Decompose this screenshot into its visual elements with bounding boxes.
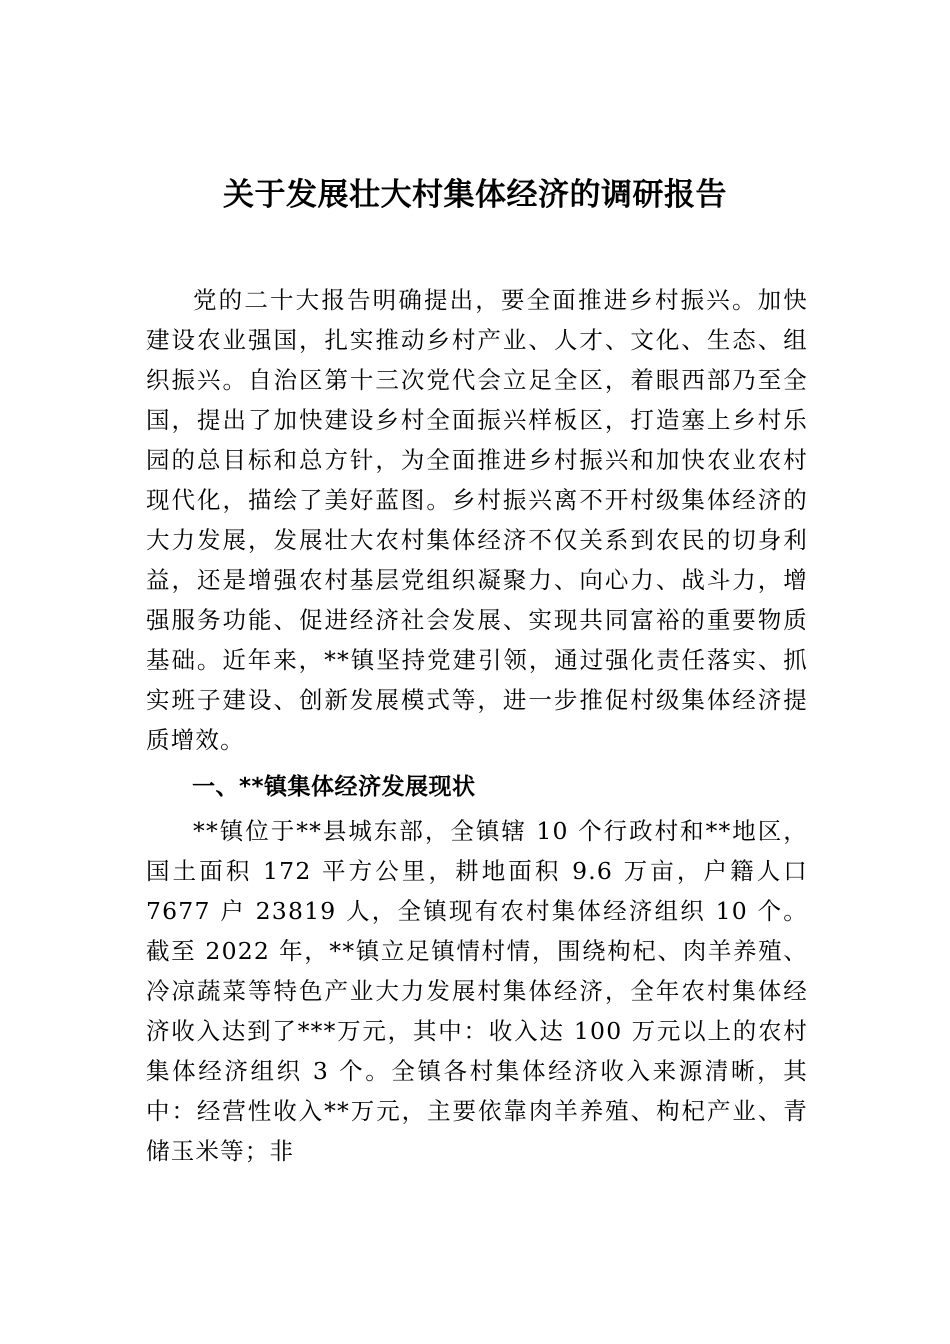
section-heading: 一、**镇集体经济发展现状 <box>192 774 476 800</box>
document-title: 关于发展壮大村集体经济的调研报告 <box>223 177 727 213</box>
section-paragraph: **镇位于**县城东部，全镇辖 10 个行政村和**地区，国土面积 172 平方公里，耕地面积 9.6 万亩，户籍人口 7677 户 23819 人，全镇现有农村集体经济组织 10 个。截至 2022 年，**镇立足镇情村情，围绕枸杞、肉羊养殖、冷凉蔬菜等特色产业大力发展村集体经济，全年农村集体经济收入达到了***万元，其中：收入达 100 万元以上的农村集体经济组织 3 个。全镇各村集体经济收入来源清晰，其中：经营性收入**万元，主要依靠肉羊养殖、枸杞产业、青储玉米等；非 <box>146 817 808 1165</box>
intro-paragraph: 党的二十大报告明确提出，要全面推进乡村振兴。加快建设农业强国，扎实推动乡村产业、人才、文化、生态、组织振兴。自治区第十三次党代会立足全区，着眼西部乃至全国，提出了加快建设乡村全面振兴样板区，打造塞上乡村乐园的总目标和总方针，为全面推进乡村振兴和加快农业农村现代化，描绘了美好蓝图。乡村振兴离不开村级集体经济的大力发展，发展壮大农村集体经济不仅关系到农民的切身利益，还是增强农村基层党组织凝聚力、向心力、战斗力，增强服务功能、促进经济社会发展、实现共同富裕的重要物质基础。近年来，**镇坚持党建引领，通过强化责任落实、抓实班子建设、创新发展模式等，进一步推促村级集体经济提质增效。 <box>146 286 808 754</box>
document-body <box>146 280 808 1171</box>
